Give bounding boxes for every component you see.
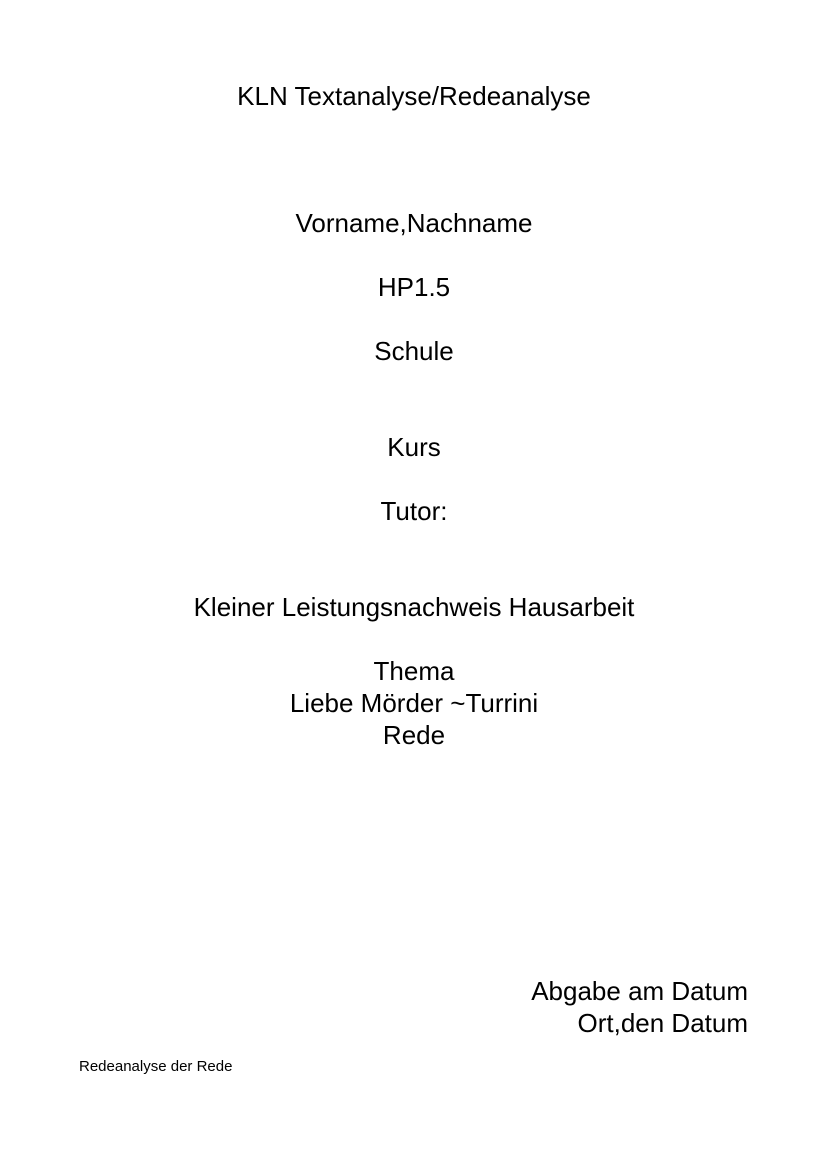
document-title: KLN Textanalyse/Redeanalyse (237, 81, 591, 111)
topic-form: Rede (382, 720, 446, 750)
assignment-type: Kleiner Leistungsnachweis Hausarbeit (193, 592, 635, 622)
submission-place-date: Ort,den Datum (577, 1008, 748, 1038)
topic-label: Thema (373, 656, 455, 686)
submission-due: Abgabe am Datum (531, 976, 748, 1006)
school-name: Schule (374, 336, 454, 366)
topic-subject: Liebe Mörder ~Turrini (289, 688, 539, 718)
student-name: Vorname,Nachname (295, 208, 533, 238)
topic-block (0, 655, 828, 751)
tutor-label: Tutor: (380, 496, 448, 526)
course-name: Kurs (387, 432, 441, 462)
course-code: HP1.5 (377, 272, 451, 302)
submission-block (531, 975, 748, 1039)
page-footer: Redeanalyse der Rede (79, 1058, 233, 1075)
